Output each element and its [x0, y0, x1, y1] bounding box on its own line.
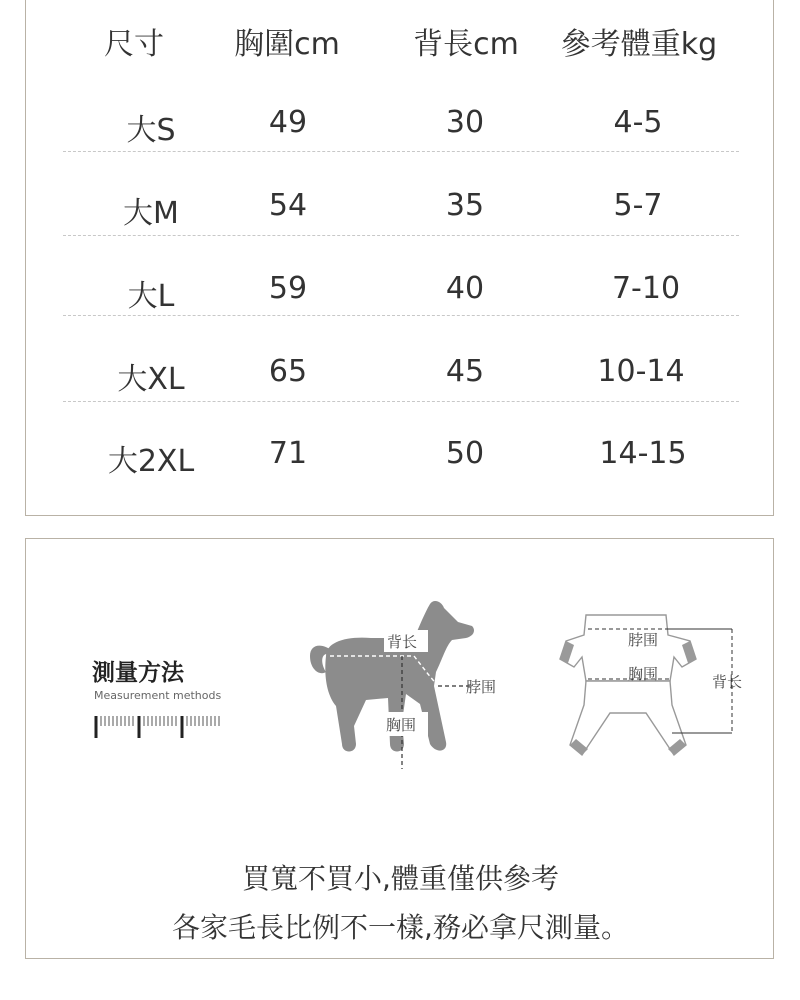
- size-cell: 大L: [127, 279, 175, 314]
- garment-neck-label: 脖围: [628, 631, 659, 649]
- chest-cell: 49: [268, 105, 308, 140]
- chest-cell: 71: [268, 436, 308, 471]
- note-line-1: 買寬不買小,體重僅供參考: [242, 862, 559, 895]
- row-divider: [63, 151, 739, 152]
- dog-diagram: [296, 594, 506, 769]
- back-length-cell: 30: [445, 105, 485, 140]
- dog-back-length-label: 背长: [387, 633, 418, 651]
- garment-back-length-label: 背长: [712, 673, 743, 691]
- back-length-cell: 40: [445, 271, 485, 306]
- back-length-cell: 45: [445, 354, 485, 389]
- size-cell: 大S: [126, 113, 176, 148]
- size-chart-panel: [25, 0, 774, 516]
- chest-cell: 65: [268, 354, 308, 389]
- size-cell: 大XL: [117, 362, 185, 397]
- ruler-icon: [94, 715, 224, 739]
- dog-chest-label: 胸围: [386, 716, 417, 734]
- header-back-length: 背長cm: [413, 27, 519, 62]
- back-length-cell: 50: [445, 436, 485, 471]
- weight-cell: 14-15: [599, 436, 687, 471]
- header-chest: 胸圍cm: [234, 27, 340, 62]
- row-divider: [63, 315, 739, 316]
- weight-cell: 10-14: [597, 354, 685, 389]
- chest-cell: 54: [268, 188, 308, 223]
- garment-chest-label: 胸围: [628, 665, 659, 683]
- measurement-panel: [25, 538, 774, 959]
- header-weight: 參考體重kg: [560, 27, 718, 62]
- row-divider: [63, 235, 739, 236]
- weight-cell: 4-5: [613, 105, 663, 140]
- size-cell: 大2XL: [107, 444, 195, 479]
- back-length-cell: 35: [445, 188, 485, 223]
- method-title: 測量方法: [92, 660, 184, 686]
- dog-neck-label: 脖围: [466, 678, 497, 696]
- weight-cell: 5-7: [613, 188, 663, 223]
- method-subtitle: Measurement methods: [94, 689, 222, 702]
- note-line-2: 各家毛長比例不一樣,務必拿尺測量。: [172, 911, 629, 944]
- row-divider: [63, 401, 739, 402]
- chest-cell: 59: [268, 271, 308, 306]
- garment-diagram: [546, 609, 756, 769]
- weight-cell: 7-10: [611, 271, 681, 306]
- size-cell: 大M: [123, 196, 179, 231]
- header-size: 尺寸: [104, 27, 164, 62]
